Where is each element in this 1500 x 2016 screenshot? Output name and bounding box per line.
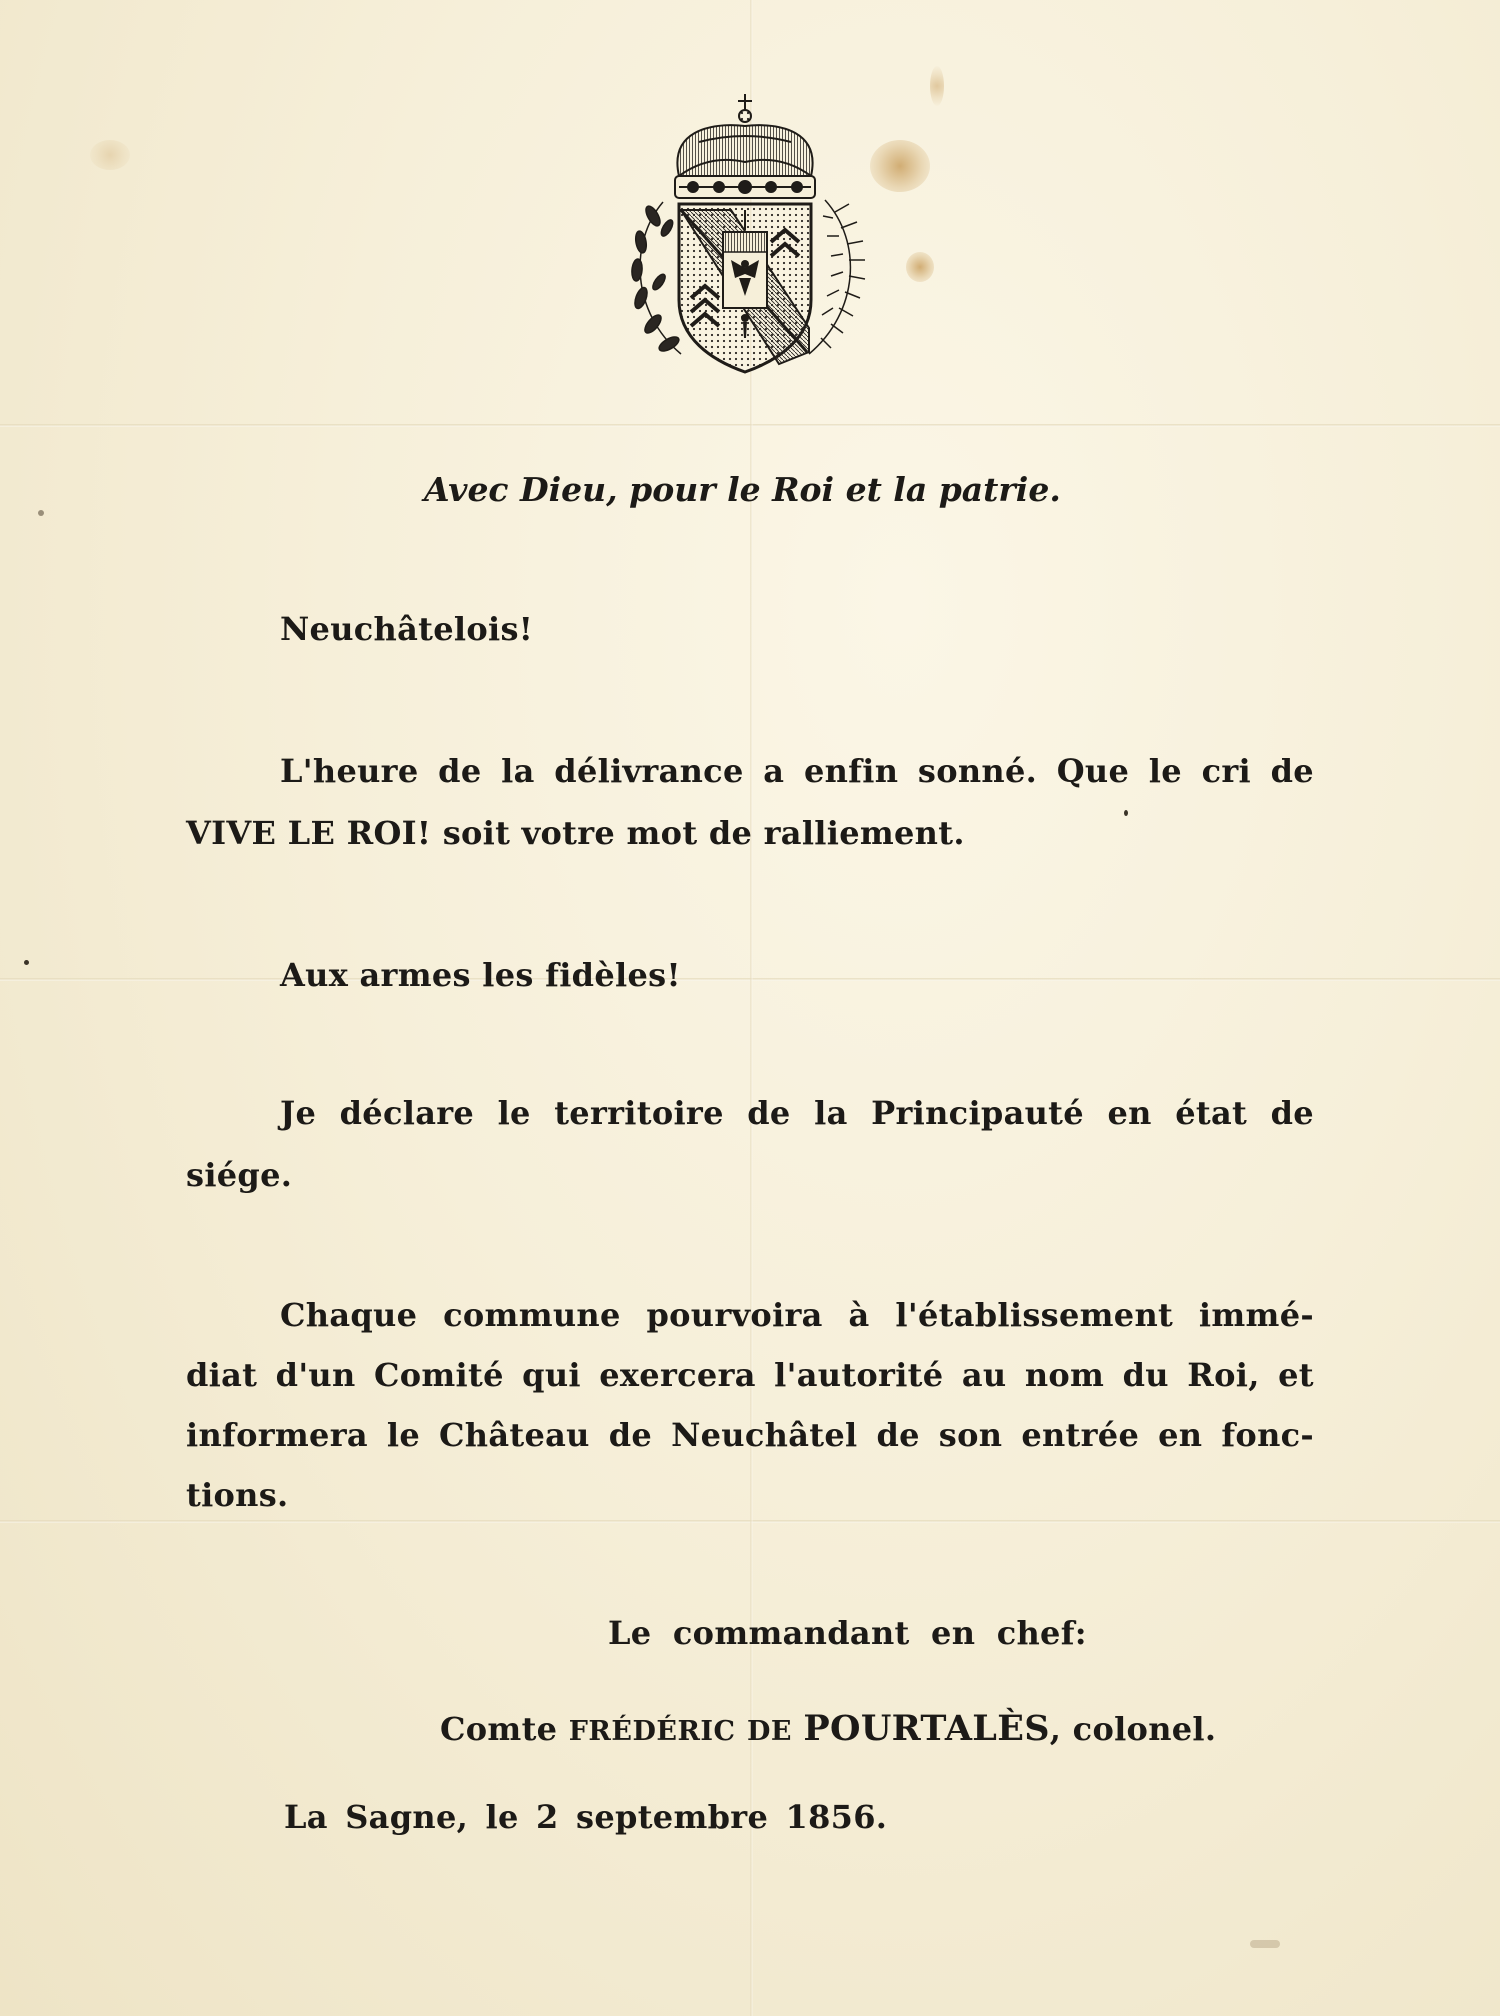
word: état xyxy=(1175,1094,1248,1132)
paper-speck xyxy=(1250,1940,1280,1948)
paragraph-4-line-2 xyxy=(186,1356,1314,1394)
paragraph-1-line-1 xyxy=(280,752,1314,790)
paper-stain xyxy=(930,66,944,106)
signature-frederic: FRÉDÉRIC xyxy=(568,1716,736,1747)
place-date: La Sagne, le 2 septembre 1856. xyxy=(284,1798,888,1836)
word: Château xyxy=(439,1416,590,1454)
paper-stain xyxy=(906,252,934,282)
word: commune xyxy=(443,1296,621,1334)
word: et xyxy=(1278,1356,1314,1394)
paragraph-3-line-1 xyxy=(280,1094,1314,1132)
word: Roi, xyxy=(1187,1356,1260,1394)
paragraph-2: Aux armes les fidèles! xyxy=(280,956,681,994)
word: son xyxy=(938,1416,1003,1454)
paragraph-4-line-4: tions. xyxy=(186,1476,289,1514)
word: Comité xyxy=(373,1356,504,1394)
signature-title: Le commandant en chef: xyxy=(608,1614,1087,1652)
word: d'un xyxy=(275,1356,356,1394)
word: diat xyxy=(186,1356,258,1394)
word: Je xyxy=(280,1094,317,1132)
paragraph-4-line-3 xyxy=(186,1416,1314,1454)
word: Chaque xyxy=(280,1296,418,1334)
word: Neuchâtel xyxy=(671,1416,858,1454)
paper-stain xyxy=(870,140,930,192)
word: le xyxy=(386,1416,421,1454)
paper-stain xyxy=(90,140,130,170)
royal-coat-of-arms-icon xyxy=(619,92,871,380)
paragraph-3-line-2: siége. xyxy=(186,1156,293,1194)
word: le xyxy=(497,1094,531,1132)
signature-pourtales: POURTALÈS xyxy=(803,1708,1050,1749)
word: Que xyxy=(1056,752,1130,790)
word: de xyxy=(438,752,482,790)
word: déclare xyxy=(339,1094,475,1132)
word: a xyxy=(763,752,785,790)
word: la xyxy=(814,1094,848,1132)
word: de xyxy=(876,1416,920,1454)
word: cri xyxy=(1201,752,1251,790)
word: immé- xyxy=(1198,1296,1314,1334)
word: exercera xyxy=(599,1356,756,1394)
signature-name xyxy=(440,1708,1216,1749)
word: à xyxy=(848,1296,870,1334)
motto: Avec Dieu, pour le Roi et la patrie. xyxy=(424,470,1061,509)
word: nom xyxy=(1024,1356,1105,1394)
word: du xyxy=(1122,1356,1169,1394)
word: entrée xyxy=(1021,1416,1140,1454)
word: de xyxy=(608,1416,653,1454)
signature-rank: , colonel. xyxy=(1049,1710,1217,1748)
paper-speck xyxy=(24,960,29,965)
word: pourvoira xyxy=(646,1296,823,1334)
word: en xyxy=(1158,1416,1203,1454)
word: délivrance xyxy=(554,752,744,790)
word: sonné. xyxy=(917,752,1038,790)
paper-speck xyxy=(1124,810,1128,816)
word: Principauté xyxy=(871,1094,1084,1132)
signature-comte: Comte xyxy=(440,1710,558,1748)
paragraph-4-line-1 xyxy=(280,1296,1314,1334)
word: la xyxy=(501,752,535,790)
word: le xyxy=(1148,752,1182,790)
paragraph-1-line-2: VIVE LE ROI! soit votre mot de ralliement. xyxy=(186,814,965,852)
word: l'établissement xyxy=(895,1296,1174,1334)
word: de xyxy=(1270,1094,1314,1132)
word: L'heure xyxy=(280,752,419,790)
word: en xyxy=(1107,1094,1152,1132)
word: au xyxy=(961,1356,1007,1394)
word: enfin xyxy=(803,752,899,790)
word: de xyxy=(747,1094,791,1132)
word: de xyxy=(1270,752,1314,790)
word: fonc- xyxy=(1221,1416,1314,1454)
signature-de: DE xyxy=(746,1716,792,1747)
salutation: Neuchâtelois! xyxy=(280,610,534,648)
word: l'autorité xyxy=(774,1356,944,1394)
word: informera xyxy=(186,1416,368,1454)
word: territoire xyxy=(554,1094,724,1132)
paper-speck xyxy=(38,510,44,516)
word: qui xyxy=(522,1356,581,1394)
